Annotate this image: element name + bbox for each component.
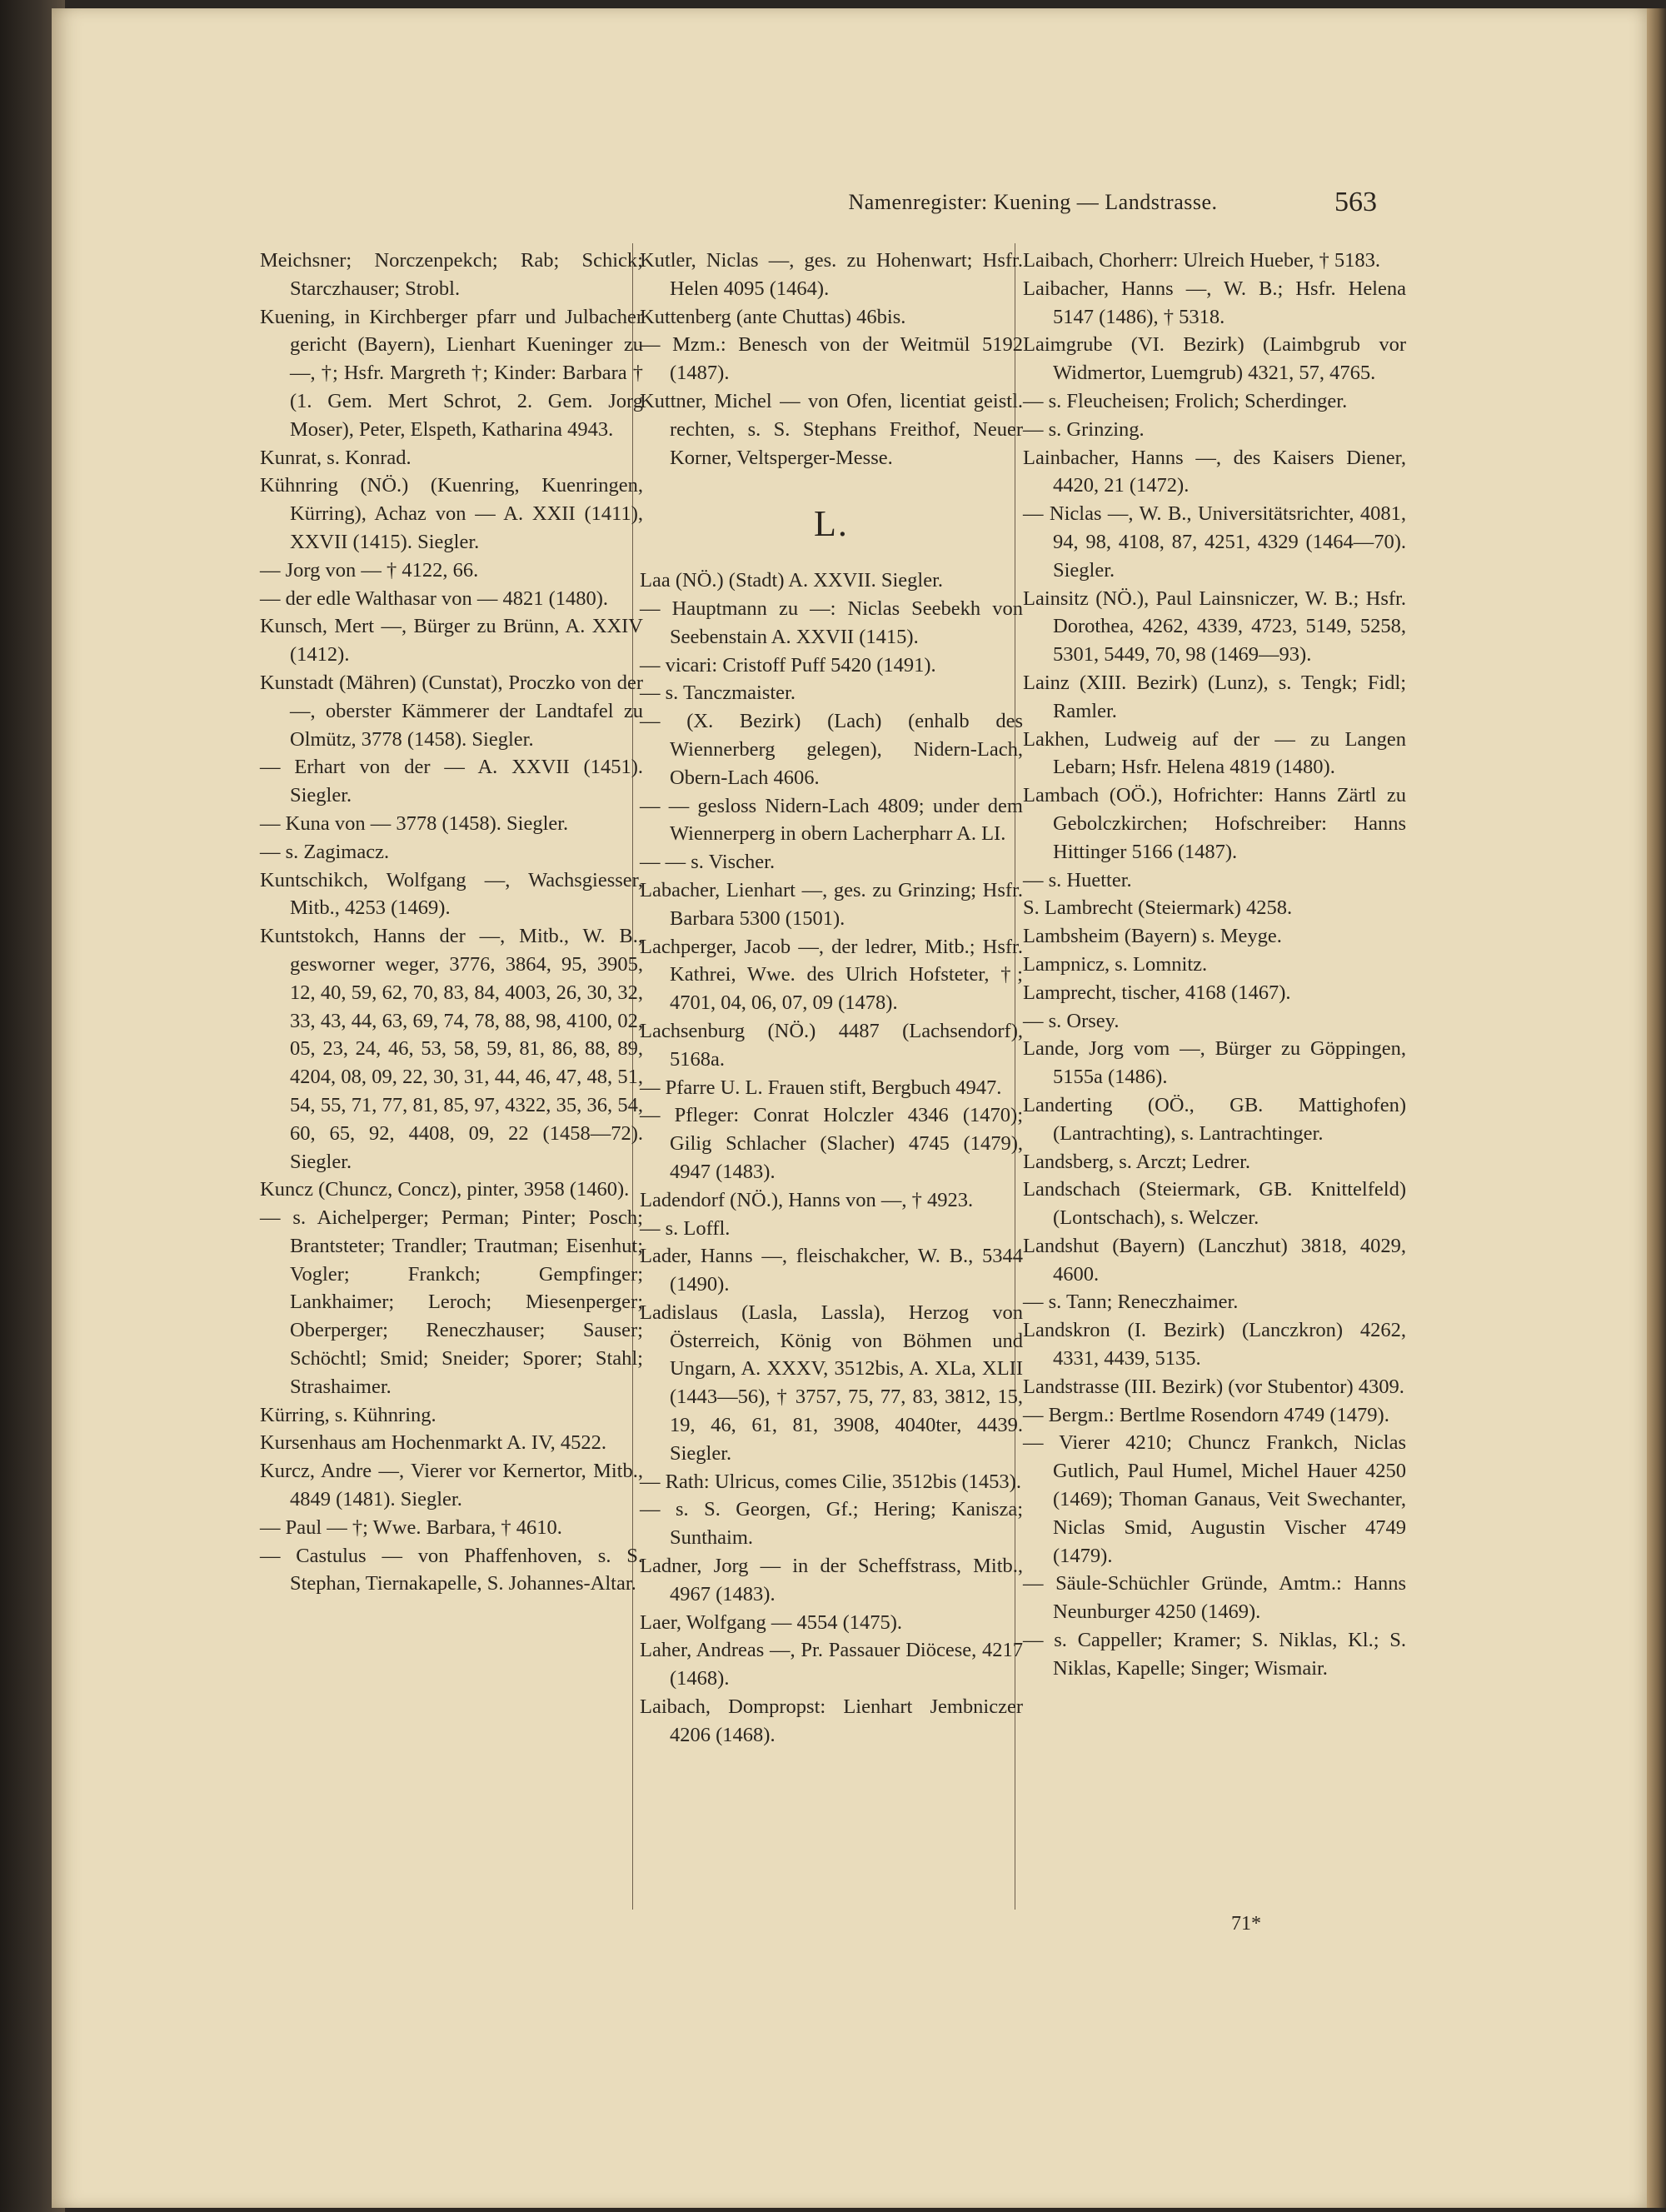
index-entry: — s. Zagimacz. <box>260 840 390 863</box>
index-entry: — — gesloss Nidern-Lach 4809; under dem Wiennerperg in obern Lacherpharr A. LI. <box>640 794 1023 846</box>
index-entry: Lachsenburg (NÖ.) 4487 (Lachsendorf), 5168a. <box>640 1019 1023 1071</box>
section-heading: L. <box>814 503 849 545</box>
index-entry: — Jorg von — † 4122, 66. <box>260 558 479 582</box>
index-entry: — s. Tann; Reneczhaimer. <box>1023 1291 1239 1314</box>
index-entry: Lainbacher, Hanns —, des Kaisers Diener, 4420, 21 (1472). <box>1023 446 1406 497</box>
signature-mark: 71* <box>1231 1913 1261 1935</box>
index-entry: Laher, Andreas —, Pr. Passauer Diöcese, 4217 (1468). <box>640 1639 1023 1690</box>
index-entry: Kunsch, Mert —, Bürger zu Brünn, A. XXIV (1412). <box>260 615 643 667</box>
running-header: Namenregister: Kuening — Landstrasse. <box>848 190 1218 214</box>
index-entry: Ladner, Jorg — in der Scheffstrass, Mitb., 4967 (1483). <box>640 1555 1023 1605</box>
index-entry: Laibach, Dompropst: Lienhart Jembniczer 4206 (1468). <box>640 1695 1023 1746</box>
index-entry: — Bergm.: Bertlme Rosendorn 4749 (1479). <box>1023 1403 1389 1426</box>
index-entry: Landsberg, s. Arczt; Ledrer. <box>1023 1150 1251 1173</box>
index-entry: — s. Orsey. <box>1023 1009 1120 1032</box>
index-entry: Lande, Jorg vom —, Bürger zu Göppingen, 5155a (1486). <box>1023 1037 1406 1089</box>
index-entry: Landstrasse (III. Bezirk) (vor Stubentor) 4309. <box>1023 1375 1404 1398</box>
index-entry: Lainz (XIII. Bezirk) (Lunz), s. Tengk; Fidl; Ramler. <box>1023 671 1406 722</box>
index-entry: — Niclas —, W. B., Universitätsrichter, 4081, 94, 98, 4108, 87, 4251, 4329 (1464—70). Siegler. <box>1023 502 1406 582</box>
index-entry: — (X. Bezirk) (Lach) (enhalb des Wiennerberg gelegen), Nidern-Lach, Obern-Lach 4606. <box>640 710 1023 789</box>
index-entry: Laimgrube (VI. Bezirk) (Laimbgrub vor Widmertor, Luemgrub) 4321, 57, 4765. <box>1023 333 1406 385</box>
index-entry: Lakhen, Ludweig auf der — zu Langen Lebarn; Hsfr. Helena 4819 (1480). <box>1023 727 1406 779</box>
index-entry: — s. Tanczmaister. <box>640 682 796 705</box>
index-entry: Kuntschikch, Wolfgang —, Wachsgiesser, Mitb., 4253 (1469). <box>260 868 643 920</box>
index-entry: — Castulus — von Phaffenhoven, s. S. Stephan, Tiernakapelle, S. Johannes-Altar. <box>260 1544 643 1595</box>
index-entry: Kuttner, Michel — von Ofen, licentiat geistl. rechten, s. S. Stephans Freithof, Neuer Korner, Veltsperger-Messe. <box>640 389 1023 469</box>
index-entry: Landskron (I. Bezirk) (Lanczkron) 4262, 4331, 4439, 5135. <box>1023 1319 1406 1371</box>
index-entry: Kuncz (Chuncz, Concz), pinter, 3958 (1460). <box>260 1178 630 1201</box>
index-entry: — Erhart von der — A. XXVII (1451). Siegler. <box>260 756 643 807</box>
index-entry: Lampnicz, s. Lomnitz. <box>1023 952 1208 976</box>
index-entry: — Pfleger: Conrat Holczler 4346 (1470); Gilig Schlacher (Slacher) 4745 (1479), 4947 (1483). <box>640 1104 1023 1183</box>
index-entry: Lambach (OÖ.), Hofrichter: Hanns Zärtl zu Gebolczkirchen; Hofschreiber: Hanns Hittinger 5166 (1487). <box>1023 784 1406 863</box>
index-entry: Laer, Wolfgang — 4554 (1475). <box>640 1610 903 1634</box>
index-entry: Kunstadt (Mähren) (Cunstat), Proczko von der —, oberster Kämmerer der Landtafel zu Olmütz, 3778 (1458). Siegler. <box>260 671 643 751</box>
index-entry: Ladendorf (NÖ.), Hanns von —, † 4923. <box>640 1188 974 1211</box>
page-edge <box>1647 8 1666 2208</box>
index-entry: — Rath: Ulricus, comes Cilie, 3512bis (1453). <box>640 1470 1021 1493</box>
index-entry: — der edle Walthasar von — 4821 (1480). <box>260 587 609 610</box>
index-entry: Laibacher, Hanns —, W. B.; Hsfr. Helena 5147 (1486), † 5318. <box>1023 277 1406 328</box>
index-entry: Kuttenberg (ante Chuttas) 46bis. <box>640 305 906 328</box>
index-entry: Kunrat, s. Konrad. <box>260 446 412 469</box>
index-entry: Laibach, Chorherr: Ulreich Hueber, † 5183. <box>1023 249 1380 272</box>
index-entry: — s. Fleucheisen; Frolich; Scherdinger. <box>1023 389 1348 412</box>
index-entry: Kuntstokch, Hanns der —, Mitb., W. B., gesworner weger, 3776, 3864, 95, 3905, 12, 40, 59, 62, 70, 83, 84, 4003, 26, 30, 32, 33, 43, 44, 63, 69, 74, 78, 88, 98, 4100, 02, 05, 23, 24, 46, 53, 58, 59, 81, 86, 88, 89, 4204, 08, 09, 22, 30, 31, 44, 46, 47, 48, 51, 54, 55, 71, 77, 81, 85, 97, 4322, 35, 36, 54, 60, 65, 92, 4408, 09, 22 (1458—72). Siegler. <box>260 925 643 1173</box>
index-entry: Meichsner; Norczenpekch; Rab; Schick; Starczhauser; Strobl. <box>260 249 643 300</box>
index-entry: Kutler, Niclas —, ges. zu Hohenwart; Hsfr. Helen 4095 (1464). <box>640 249 1023 300</box>
index-entry: — s. Loffl. <box>640 1216 731 1240</box>
index-entry: — Säule-Schüchler Gründe, Amtm.: Hanns Neunburger 4250 (1469). <box>1023 1572 1406 1624</box>
index-entry: — Pfarre U. L. Frauen stift, Bergbuch 4947. <box>640 1076 1002 1099</box>
index-entry: — Paul — †; Wwe. Barbara, † 4610. <box>260 1515 562 1539</box>
index-entry: Lachperger, Jacob —, der ledrer, Mitb.; Hsfr. Kathrei, Wwe. des Ulrich Hofsteter, †; 4701, 04, 06, 07, 09 (1478). <box>640 935 1023 1015</box>
index-entry: Kühnring (NÖ.) (Kuenring, Kuenringen, Kürring), Achaz von — A. XXII (1411), XXVII (1415). Siegler. <box>260 474 643 553</box>
index-entry: — s. Huetter. <box>1023 868 1132 891</box>
index-entry: Kürring, s. Kühnring. <box>260 1403 436 1426</box>
index-entry: S. Lambrecht (Steiermark) 4258. <box>1023 896 1293 920</box>
index-entry: — Kuna von — 3778 (1458). Siegler. <box>260 811 569 835</box>
index-column-1 <box>260 247 643 1598</box>
index-entry: — s. S. Georgen, Gf.; Hering; Kanisza; Sunthaim. <box>640 1498 1023 1550</box>
index-entry: Landerting (OÖ., GB. Mattighofen) (Lantrachting), s. Lantrachtinger. <box>1023 1093 1406 1145</box>
index-entry: — vicari: Cristoff Puff 5420 (1491). <box>640 653 936 677</box>
index-entry: Lambsheim (Bayern) s. Meyge. <box>1023 925 1282 948</box>
index-entry: — s. Aichelperger; Perman; Pinter; Posch; Brantsteter; Trandler; Trautman; Eisenhut; Vogler; Frankch; Gempfinger; Lankhaimer; Leroch; Miesenperger; Oberperger; Reneczhauser; Sauser; Schöchtl; Smid; Sneider; Sporer; Stahl; Strashaimer. <box>260 1206 643 1398</box>
index-entry: Kuening, in Kirchberger pfarr und Julbacher gericht (Bayern), Lienhart Kueninger zu —, †; Hsfr. Margreth †; Kinder: Barbara † (1. Gem. Mert Schrot, 2. Gem. Jorg Moser), Peter, Elspeth, Katharina 4943. <box>260 305 643 441</box>
index-entry: Kurcz, Andre —, Vierer vor Kernertor, Mitb., 4849 (1481). Siegler. <box>260 1460 643 1511</box>
index-entry: — Vierer 4210; Chuncz Frankch, Niclas Gutlich, Paul Humel, Michel Hauer 4250 (1469); Thoman Ganaus, Veit Swechanter, Niclas Smid, Augustin Vischer 4749 (1479). <box>1023 1431 1406 1567</box>
index-entry: Labacher, Lienhart —, ges. zu Grinzing; Hsfr. Barbara 5300 (1501). <box>640 878 1023 930</box>
index-entry: Lainsitz (NÖ.), Paul Lainsniczer, W. B.; Hsfr. Dorothea, 4262, 4339, 4723, 5149, 5258, 5301, 5449, 70, 98 (1469—93). <box>1023 587 1406 667</box>
index-column-2 <box>640 247 1023 1750</box>
index-entry: Laa (NÖ.) (Stadt) A. XXVII. Siegler. <box>640 569 944 592</box>
index-entry: — — s. Vischer. <box>640 851 776 874</box>
index-entry: — Mzm.: Benesch von der Weitmül 5192 (1487). <box>640 333 1023 385</box>
index-entry: Landshut (Bayern) (Lanczhut) 3818, 4029, 4600. <box>1023 1234 1406 1286</box>
index-entry: Landschach (Steiermark, GB. Knittelfeld) (Lontschach), s. Welczer. <box>1023 1178 1406 1230</box>
index-entry: Ladislaus (Lasla, Lassla), Herzog von Österreich, König von Böhmen und Ungarn, A. XXXV, 3512bis, A. XLa, XLII (1443—56), † 3757, 75, 77, 83, 3812, 15, 19, 46, 61, 81, 3908, 4040ter, 4439. Siegler. <box>640 1301 1023 1465</box>
index-entry: — s. Grinzing. <box>1023 417 1145 441</box>
index-column-3 <box>1023 247 1406 1683</box>
index-entry: — s. Cappeller; Kramer; S. Niklas, Kl.; S. Niklas, Kapelle; Singer; Wismair. <box>1023 1629 1406 1680</box>
index-entry: Lamprecht, tischer, 4168 (1467). <box>1023 981 1291 1004</box>
index-entry: — Hauptmann zu —: Niclas Seebekh von Seebenstain A. XXVII (1415). <box>640 597 1023 648</box>
index-entry: Lader, Hanns —, fleischakcher, W. B., 5344 (1490). <box>640 1245 1023 1296</box>
page-number: 563 <box>1334 187 1377 217</box>
index-entry: Kursenhaus am Hochenmarkt A. IV, 4522. <box>260 1431 606 1455</box>
